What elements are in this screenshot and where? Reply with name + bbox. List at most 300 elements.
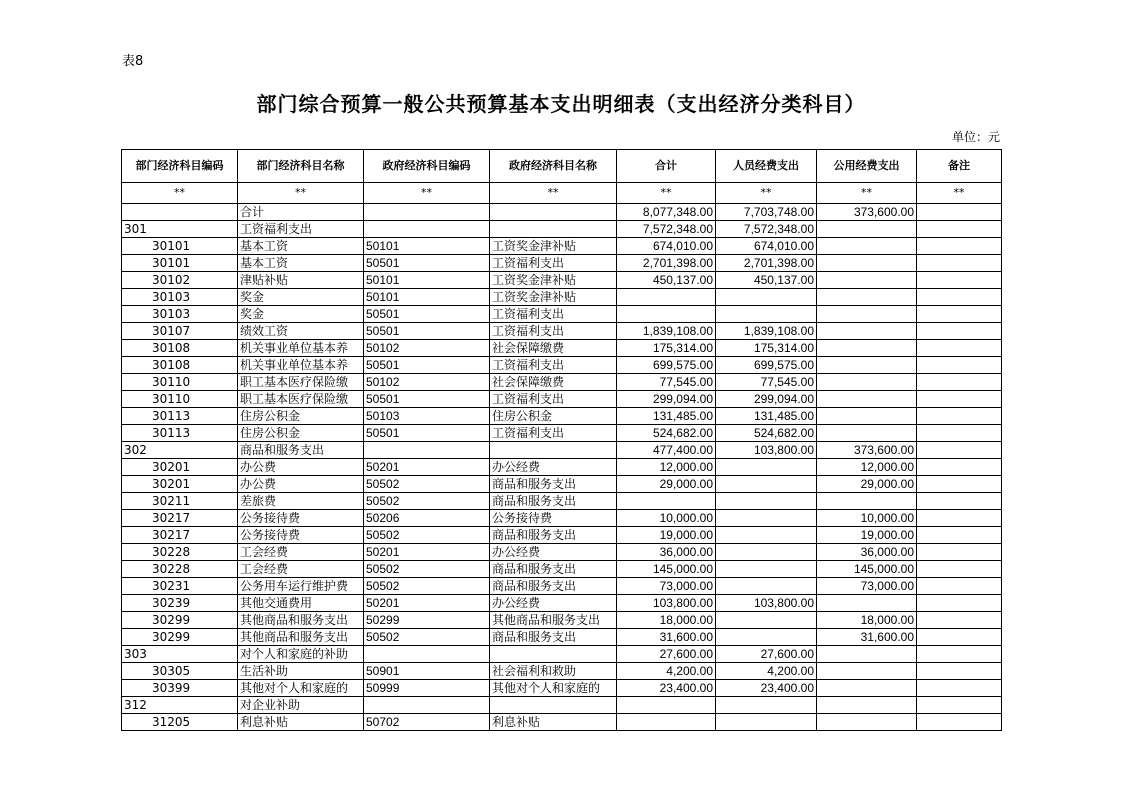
- economic-code-cell: 30101: [122, 255, 238, 272]
- note-cell: [917, 646, 1002, 663]
- public-cell: 145,000.00: [817, 561, 917, 578]
- total-cell: 12,000.00: [617, 459, 716, 476]
- personnel-cell: 175,314.00: [716, 340, 817, 357]
- gov-code-cell: 50999: [364, 680, 490, 697]
- public-cell: [817, 595, 917, 612]
- table-row: [122, 697, 1002, 714]
- note-cell: [917, 425, 1002, 442]
- public-cell: 373,600.00: [817, 204, 917, 221]
- note-cell: [917, 221, 1002, 238]
- economic-code-cell: 30110: [122, 374, 238, 391]
- economic-name-cell: 住房公积金: [238, 408, 364, 425]
- public-cell: 10,000.00: [817, 510, 917, 527]
- total-cell: 674,010.00: [617, 238, 716, 255]
- public-cell: 31,600.00: [817, 629, 917, 646]
- gov-code-cell: 50502: [364, 476, 490, 493]
- personnel-cell: [716, 578, 817, 595]
- column-header: 备注: [917, 150, 1002, 183]
- table-row: [122, 544, 1002, 561]
- gov-code-cell: 50103: [364, 408, 490, 425]
- public-cell: [817, 493, 917, 510]
- personnel-cell: 1,839,108.00: [716, 323, 817, 340]
- personnel-cell: 299,094.00: [716, 391, 817, 408]
- placeholder-cell: **: [490, 183, 617, 204]
- note-cell: [917, 408, 1002, 425]
- table-row: [122, 493, 1002, 510]
- personnel-cell: [716, 459, 817, 476]
- public-cell: [817, 238, 917, 255]
- personnel-cell: 699,575.00: [716, 357, 817, 374]
- gov-name-cell: 商品和服务支出: [490, 527, 617, 544]
- personnel-cell: [716, 612, 817, 629]
- note-cell: [917, 357, 1002, 374]
- gov-name-cell: [490, 697, 617, 714]
- note-cell: [917, 323, 1002, 340]
- placeholder-cell: **: [817, 183, 917, 204]
- gov-name-cell: [490, 442, 617, 459]
- personnel-cell: [716, 714, 817, 731]
- economic-name-cell: 工会经费: [238, 544, 364, 561]
- personnel-cell: [716, 629, 817, 646]
- gov-name-cell: 社会保障缴费: [490, 340, 617, 357]
- table-row: [122, 289, 1002, 306]
- table-row: [122, 255, 1002, 272]
- economic-code-cell: 30113: [122, 425, 238, 442]
- personnel-cell: 4,200.00: [716, 663, 817, 680]
- gov-name-cell: 其他商品和服务支出: [490, 612, 617, 629]
- gov-name-cell: 利息补贴: [490, 714, 617, 731]
- gov-name-cell: 商品和服务支出: [490, 629, 617, 646]
- note-cell: [917, 697, 1002, 714]
- gov-code-cell: 50501: [364, 425, 490, 442]
- personnel-cell: 450,137.00: [716, 272, 817, 289]
- table-row: [122, 527, 1002, 544]
- public-cell: [817, 714, 917, 731]
- total-cell: [617, 289, 716, 306]
- table-row: [122, 476, 1002, 493]
- gov-code-cell: 50102: [364, 374, 490, 391]
- total-cell: 299,094.00: [617, 391, 716, 408]
- column-header: 部门经济科目编码: [122, 150, 238, 183]
- public-cell: 373,600.00: [817, 442, 917, 459]
- economic-name-cell: 生活补助: [238, 663, 364, 680]
- economic-name-cell: 津贴补贴: [238, 272, 364, 289]
- public-cell: 18,000.00: [817, 612, 917, 629]
- economic-code-cell: 30201: [122, 459, 238, 476]
- economic-name-cell: 对企业补助: [238, 697, 364, 714]
- personnel-cell: 7,703,748.00: [716, 204, 817, 221]
- gov-name-cell: 工资福利支出: [490, 425, 617, 442]
- table-row: [122, 612, 1002, 629]
- economic-name-cell: 公务用车运行维护费: [238, 578, 364, 595]
- gov-code-cell: [364, 697, 490, 714]
- economic-code-cell: 30217: [122, 527, 238, 544]
- note-cell: [917, 578, 1002, 595]
- gov-code-cell: [364, 442, 490, 459]
- gov-code-cell: 50502: [364, 578, 490, 595]
- gov-code-cell: 50201: [364, 595, 490, 612]
- economic-name-cell: 职工基本医疗保险缴: [238, 374, 364, 391]
- economic-code-cell: 30108: [122, 340, 238, 357]
- gov-name-cell: 商品和服务支出: [490, 493, 617, 510]
- note-cell: [917, 527, 1002, 544]
- gov-code-cell: 50101: [364, 289, 490, 306]
- economic-code-cell: 301: [122, 221, 238, 238]
- economic-name-cell: 对个人和家庭的补助: [238, 646, 364, 663]
- personnel-cell: [716, 289, 817, 306]
- personnel-cell: [716, 697, 817, 714]
- table-row: [122, 442, 1002, 459]
- economic-name-cell: 其他商品和服务支出: [238, 612, 364, 629]
- personnel-cell: 23,400.00: [716, 680, 817, 697]
- public-cell: [817, 697, 917, 714]
- public-cell: 29,000.00: [817, 476, 917, 493]
- gov-name-cell: 工资福利支出: [490, 357, 617, 374]
- table-row: [122, 595, 1002, 612]
- gov-name-cell: 工资福利支出: [490, 306, 617, 323]
- economic-code-cell: 31205: [122, 714, 238, 731]
- total-cell: [617, 714, 716, 731]
- economic-name-cell: 公务接待费: [238, 510, 364, 527]
- economic-name-cell: 其他交通费用: [238, 595, 364, 612]
- economic-name-cell: 基本工资: [238, 238, 364, 255]
- total-cell: 131,485.00: [617, 408, 716, 425]
- gov-name-cell: 商品和服务支出: [490, 561, 617, 578]
- gov-name-cell: 工资奖金津补贴: [490, 238, 617, 255]
- table-row: [122, 391, 1002, 408]
- gov-name-cell: 商品和服务支出: [490, 476, 617, 493]
- total-cell: 175,314.00: [617, 340, 716, 357]
- economic-code-cell: 30102: [122, 272, 238, 289]
- gov-code-cell: 50502: [364, 561, 490, 578]
- table-row: [122, 204, 1002, 221]
- gov-code-cell: 50501: [364, 391, 490, 408]
- placeholder-cell: **: [364, 183, 490, 204]
- total-cell: 73,000.00: [617, 578, 716, 595]
- total-cell: 31,600.00: [617, 629, 716, 646]
- column-header: 公用经费支出: [817, 150, 917, 183]
- total-cell: 1,839,108.00: [617, 323, 716, 340]
- gov-name-cell: 其他对个人和家庭的: [490, 680, 617, 697]
- economic-code-cell: 30299: [122, 612, 238, 629]
- public-cell: 12,000.00: [817, 459, 917, 476]
- economic-code-cell: 30108: [122, 357, 238, 374]
- economic-code-cell: 30211: [122, 493, 238, 510]
- total-cell: 699,575.00: [617, 357, 716, 374]
- public-cell: [817, 289, 917, 306]
- column-header: 政府经济科目名称: [490, 150, 617, 183]
- economic-code-cell: 30231: [122, 578, 238, 595]
- gov-code-cell: [364, 221, 490, 238]
- public-cell: 36,000.00: [817, 544, 917, 561]
- public-cell: [817, 680, 917, 697]
- note-cell: [917, 374, 1002, 391]
- economic-code-cell: 312: [122, 697, 238, 714]
- economic-code-cell: 30110: [122, 391, 238, 408]
- note-cell: [917, 459, 1002, 476]
- note-cell: [917, 714, 1002, 731]
- gov-code-cell: 50101: [364, 238, 490, 255]
- economic-name-cell: 办公费: [238, 459, 364, 476]
- economic-name-cell: 差旅费: [238, 493, 364, 510]
- gov-name-cell: 工资奖金津补贴: [490, 272, 617, 289]
- gov-name-cell: 办公经费: [490, 595, 617, 612]
- table-row: [122, 340, 1002, 357]
- total-cell: 7,572,348.00: [617, 221, 716, 238]
- public-cell: [817, 221, 917, 238]
- public-cell: [817, 323, 917, 340]
- table-row: [122, 357, 1002, 374]
- economic-code-cell: 30239: [122, 595, 238, 612]
- table-row: [122, 238, 1002, 255]
- economic-name-cell: 其他商品和服务支出: [238, 629, 364, 646]
- gov-code-cell: 50702: [364, 714, 490, 731]
- public-cell: [817, 408, 917, 425]
- note-cell: [917, 510, 1002, 527]
- gov-name-cell: 办公经费: [490, 544, 617, 561]
- note-cell: [917, 476, 1002, 493]
- economic-name-cell: 奖金: [238, 289, 364, 306]
- gov-name-cell: [490, 221, 617, 238]
- economic-name-cell: 利息补贴: [238, 714, 364, 731]
- total-cell: 10,000.00: [617, 510, 716, 527]
- total-cell: 77,545.00: [617, 374, 716, 391]
- note-cell: [917, 238, 1002, 255]
- economic-name-cell: 基本工资: [238, 255, 364, 272]
- total-cell: 36,000.00: [617, 544, 716, 561]
- column-header: 部门经济科目名称: [238, 150, 364, 183]
- personnel-cell: 103,800.00: [716, 595, 817, 612]
- total-cell: 18,000.00: [617, 612, 716, 629]
- gov-name-cell: [490, 204, 617, 221]
- gov-name-cell: 工资福利支出: [490, 323, 617, 340]
- economic-code-cell: [122, 204, 238, 221]
- economic-name-cell: 绩效工资: [238, 323, 364, 340]
- table-row: [122, 323, 1002, 340]
- gov-name-cell: 住房公积金: [490, 408, 617, 425]
- header-row: [122, 150, 1002, 183]
- table-row: [122, 425, 1002, 442]
- economic-name-cell: 办公费: [238, 476, 364, 493]
- gov-name-cell: 工资奖金津补贴: [490, 289, 617, 306]
- note-cell: [917, 680, 1002, 697]
- table-row: [122, 714, 1002, 731]
- public-cell: [817, 272, 917, 289]
- column-header: 人员经费支出: [716, 150, 817, 183]
- table-row: [122, 306, 1002, 323]
- economic-name-cell: 工资福利支出: [238, 221, 364, 238]
- gov-name-cell: 社会保障缴费: [490, 374, 617, 391]
- gov-code-cell: [364, 204, 490, 221]
- note-cell: [917, 663, 1002, 680]
- gov-name-cell: 社会福利和救助: [490, 663, 617, 680]
- note-cell: [917, 493, 1002, 510]
- gov-code-cell: 50206: [364, 510, 490, 527]
- public-cell: [817, 306, 917, 323]
- personnel-cell: 674,010.00: [716, 238, 817, 255]
- gov-code-cell: 50102: [364, 340, 490, 357]
- economic-code-cell: 30228: [122, 544, 238, 561]
- total-cell: 145,000.00: [617, 561, 716, 578]
- gov-name-cell: 办公经费: [490, 459, 617, 476]
- personnel-cell: 131,485.00: [716, 408, 817, 425]
- public-cell: [817, 255, 917, 272]
- gov-name-cell: 工资福利支出: [490, 391, 617, 408]
- personnel-cell: [716, 510, 817, 527]
- economic-name-cell: 公务接待费: [238, 527, 364, 544]
- personnel-cell: 27,600.00: [716, 646, 817, 663]
- gov-code-cell: 50201: [364, 459, 490, 476]
- public-cell: [817, 391, 917, 408]
- personnel-cell: [716, 493, 817, 510]
- gov-name-cell: 公务接待费: [490, 510, 617, 527]
- budget-table: [121, 149, 1002, 731]
- gov-code-cell: 50502: [364, 493, 490, 510]
- public-cell: [817, 357, 917, 374]
- total-cell: 4,200.00: [617, 663, 716, 680]
- table-row: [122, 221, 1002, 238]
- public-cell: [817, 374, 917, 391]
- total-cell: [617, 306, 716, 323]
- gov-code-cell: 50299: [364, 612, 490, 629]
- gov-code-cell: 50502: [364, 527, 490, 544]
- placeholder-cell: **: [716, 183, 817, 204]
- placeholder-cell: **: [617, 183, 716, 204]
- economic-code-cell: 30305: [122, 663, 238, 680]
- table-row: [122, 408, 1002, 425]
- placeholder-cell: **: [122, 183, 238, 204]
- economic-code-cell: 30299: [122, 629, 238, 646]
- gov-code-cell: 50101: [364, 272, 490, 289]
- note-cell: [917, 442, 1002, 459]
- total-cell: 103,800.00: [617, 595, 716, 612]
- note-cell: [917, 255, 1002, 272]
- total-cell: [617, 493, 716, 510]
- personnel-cell: [716, 527, 817, 544]
- personnel-cell: 2,701,398.00: [716, 255, 817, 272]
- personnel-cell: 524,682.00: [716, 425, 817, 442]
- public-cell: [817, 340, 917, 357]
- economic-name-cell: 其他对个人和家庭的: [238, 680, 364, 697]
- personnel-cell: [716, 306, 817, 323]
- economic-code-cell: 30107: [122, 323, 238, 340]
- table-row: [122, 578, 1002, 595]
- note-cell: [917, 306, 1002, 323]
- table-row: [122, 510, 1002, 527]
- note-cell: [917, 629, 1002, 646]
- economic-name-cell: 住房公积金: [238, 425, 364, 442]
- total-cell: 27,600.00: [617, 646, 716, 663]
- economic-code-cell: 30399: [122, 680, 238, 697]
- placeholder-row: [122, 183, 1002, 204]
- gov-name-cell: [490, 646, 617, 663]
- table-row: [122, 680, 1002, 697]
- gov-code-cell: [364, 646, 490, 663]
- total-cell: 524,682.00: [617, 425, 716, 442]
- total-cell: 477,400.00: [617, 442, 716, 459]
- economic-name-cell: 职工基本医疗保险缴: [238, 391, 364, 408]
- personnel-cell: 103,800.00: [716, 442, 817, 459]
- economic-code-cell: 30201: [122, 476, 238, 493]
- gov-code-cell: 50201: [364, 544, 490, 561]
- total-cell: 8,077,348.00: [617, 204, 716, 221]
- public-cell: [817, 646, 917, 663]
- public-cell: 19,000.00: [817, 527, 917, 544]
- gov-code-cell: 50501: [364, 323, 490, 340]
- note-cell: [917, 612, 1002, 629]
- economic-name-cell: 工会经费: [238, 561, 364, 578]
- total-cell: 2,701,398.00: [617, 255, 716, 272]
- public-cell: [817, 425, 917, 442]
- personnel-cell: [716, 561, 817, 578]
- economic-name-cell: 合计: [238, 204, 364, 221]
- public-cell: [817, 663, 917, 680]
- economic-code-cell: 302: [122, 442, 238, 459]
- economic-name-cell: 奖金: [238, 306, 364, 323]
- economic-code-cell: 30103: [122, 289, 238, 306]
- placeholder-cell: **: [917, 183, 1002, 204]
- note-cell: [917, 272, 1002, 289]
- gov-code-cell: 50501: [364, 357, 490, 374]
- personnel-cell: 7,572,348.00: [716, 221, 817, 238]
- note-cell: [917, 340, 1002, 357]
- economic-code-cell: 303: [122, 646, 238, 663]
- table-row: [122, 663, 1002, 680]
- note-cell: [917, 561, 1002, 578]
- economic-name-cell: 商品和服务支出: [238, 442, 364, 459]
- table-row: [122, 629, 1002, 646]
- public-cell: 73,000.00: [817, 578, 917, 595]
- total-cell: 19,000.00: [617, 527, 716, 544]
- personnel-cell: [716, 544, 817, 561]
- note-cell: [917, 595, 1002, 612]
- economic-code-cell: 30113: [122, 408, 238, 425]
- note-cell: [917, 544, 1002, 561]
- note-cell: [917, 289, 1002, 306]
- economic-name-cell: 机关事业单位基本养: [238, 340, 364, 357]
- gov-name-cell: 工资福利支出: [490, 255, 617, 272]
- gov-name-cell: 商品和服务支出: [490, 578, 617, 595]
- table-row: [122, 272, 1002, 289]
- economic-code-cell: 30228: [122, 561, 238, 578]
- column-header: 合计: [617, 150, 716, 183]
- gov-code-cell: 50501: [364, 306, 490, 323]
- total-cell: 450,137.00: [617, 272, 716, 289]
- total-cell: [617, 697, 716, 714]
- column-header: 政府经济科目编码: [364, 150, 490, 183]
- note-cell: [917, 204, 1002, 221]
- economic-name-cell: 机关事业单位基本养: [238, 357, 364, 374]
- economic-code-cell: 30103: [122, 306, 238, 323]
- personnel-cell: 77,545.00: [716, 374, 817, 391]
- table-row: [122, 561, 1002, 578]
- gov-code-cell: 50901: [364, 663, 490, 680]
- page-title: 部门综合预算一般公共预算基本支出明细表（支出经济分类科目）: [256, 92, 866, 116]
- economic-code-cell: 30101: [122, 238, 238, 255]
- personnel-cell: [716, 476, 817, 493]
- table-row: [122, 459, 1002, 476]
- economic-code-cell: 30217: [122, 510, 238, 527]
- total-cell: 29,000.00: [617, 476, 716, 493]
- table-row: [122, 374, 1002, 391]
- table-number: 表8: [122, 54, 144, 69]
- table-row: [122, 646, 1002, 663]
- gov-code-cell: 50502: [364, 629, 490, 646]
- unit-label: 单位：元: [951, 130, 1000, 144]
- placeholder-cell: **: [238, 183, 364, 204]
- total-cell: 23,400.00: [617, 680, 716, 697]
- note-cell: [917, 391, 1002, 408]
